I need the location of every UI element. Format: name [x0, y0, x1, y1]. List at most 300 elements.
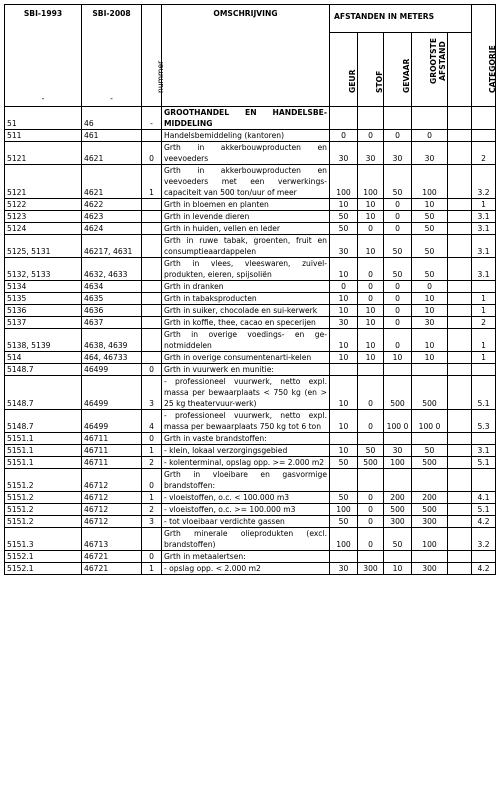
cell-spacer: [448, 305, 472, 317]
table-row: [5, 293, 496, 305]
cell-omschrijving: - professioneel vuurwerk, netto expl. massa per bewaarplaats < 750 kg (en > 25 kg theatervuur-werk): [162, 376, 330, 410]
cell-omschrijving: Handelsbemiddeling (kantoren): [162, 130, 330, 142]
cell-spacer: [448, 329, 472, 352]
cell-stof: 0: [358, 516, 384, 528]
cell-sbi1993: 5121: [5, 142, 82, 165]
cell-omschrijving: Grth in akkerbouwproducten en veevoeders: [162, 142, 330, 165]
cell-nummer: [142, 211, 162, 223]
cell-grootste-afstand: 50: [412, 445, 448, 457]
cell-geur: [330, 469, 358, 492]
cell-stof: 0: [358, 293, 384, 305]
cell-sbi1993: 5148.7: [5, 410, 82, 433]
cell-stof: 0: [358, 258, 384, 281]
cell-stof: 0: [358, 223, 384, 235]
cell-nummer: 0: [142, 551, 162, 563]
header-stof: [358, 33, 384, 107]
distance-table: [4, 4, 496, 575]
cell-omschrijving: Grth in vloeibare en gasvormige brandstoffen:: [162, 469, 330, 492]
cell-nummer: [142, 235, 162, 258]
cell-spacer: [448, 469, 472, 492]
cell-grootste-afstand: [412, 107, 448, 130]
cell-grootste-afstand: 200: [412, 492, 448, 504]
cell-stof: 0: [358, 376, 384, 410]
cell-nummer: 3: [142, 376, 162, 410]
cell-sbi1993: 5151.1: [5, 457, 82, 469]
cell-grootste-afstand: [412, 469, 448, 492]
cell-sbi1993: 5137: [5, 317, 82, 329]
cell-sbi2008: 46721: [82, 551, 142, 563]
cell-categorie: [472, 433, 496, 445]
cell-stof: 10: [358, 305, 384, 317]
cell-nummer: [142, 281, 162, 293]
cell-spacer: [448, 457, 472, 469]
cell-categorie: [472, 130, 496, 142]
cell-sbi1993: 5135: [5, 293, 82, 305]
cell-nummer: [142, 223, 162, 235]
cell-stof: 500: [358, 457, 384, 469]
cell-stof: [358, 364, 384, 376]
cell-categorie: 3.1: [472, 211, 496, 223]
header-nummer: [142, 5, 165, 107]
cell-geur: 30: [330, 563, 358, 575]
table-row: [5, 457, 496, 469]
cell-nummer: 1: [142, 492, 162, 504]
cell-sbi1993: 5138, 5139: [5, 329, 82, 352]
header-grootste-label: [429, 38, 447, 84]
cell-sbi1993: 5151.2: [5, 469, 82, 492]
cell-geur: 10: [330, 352, 358, 364]
cell-sbi2008: 4623: [82, 211, 142, 223]
cell-nummer: 1: [142, 563, 162, 575]
cell-grootste-afstand: 0: [412, 130, 448, 142]
cell-gevaar: 0: [384, 199, 412, 211]
cell-sbi2008: 4636: [82, 305, 142, 317]
cell-nummer: [142, 528, 162, 551]
cell-gevaar: 500: [384, 376, 412, 410]
cell-spacer: [448, 376, 472, 410]
cell-grootste-afstand: 50: [412, 235, 448, 258]
cell-spacer: [448, 142, 472, 165]
cell-omschrijving: Grth in metaalertsen:: [162, 551, 330, 563]
cell-nummer: 2: [142, 457, 162, 469]
cell-stof: 10: [358, 199, 384, 211]
table-row: [5, 165, 496, 199]
cell-grootste-afstand: [412, 364, 448, 376]
cell-gevaar: 30: [384, 142, 412, 165]
cell-grootste-afstand: [412, 551, 448, 563]
cell-gevaar: [384, 364, 412, 376]
cell-gevaar: 500: [384, 504, 412, 516]
header-grootste-line1: GROOTSTE: [428, 37, 438, 84]
cell-categorie: 1: [472, 305, 496, 317]
table-row: [5, 504, 496, 516]
cell-sbi2008: 46711: [82, 433, 142, 445]
cell-nummer: -: [142, 107, 162, 130]
cell-geur: 30: [330, 235, 358, 258]
cell-sbi1993: 514: [5, 352, 82, 364]
table-row: [5, 235, 496, 258]
cell-grootste-afstand: 50: [412, 211, 448, 223]
cell-gevaar: 50: [384, 528, 412, 551]
cell-geur: [330, 107, 358, 130]
cell-grootste-afstand: 10: [412, 329, 448, 352]
cell-omschrijving: Grth in overige voedings- en ge-notmiddelen: [162, 329, 330, 352]
cell-gevaar: [384, 107, 412, 130]
cell-omschrijving: Grth in vlees, vleeswaren, zuivel-produkten, eieren, spijsoliën: [162, 258, 330, 281]
table-row: [5, 563, 496, 575]
cell-spacer: [448, 235, 472, 258]
table-row: [5, 317, 496, 329]
cell-grootste-afstand: 30: [412, 142, 448, 165]
cell-gevaar: [384, 433, 412, 445]
cell-sbi2008: 4621: [82, 142, 142, 165]
cell-categorie: 2: [472, 317, 496, 329]
cell-sbi1993: 51: [5, 107, 82, 130]
cell-stof: 10: [358, 317, 384, 329]
cell-spacer: [448, 107, 472, 130]
cell-categorie: 5.1: [472, 376, 496, 410]
cell-categorie: [472, 107, 496, 130]
cell-geur: 100: [330, 504, 358, 516]
cell-categorie: 4.2: [472, 563, 496, 575]
cell-nummer: [142, 352, 162, 364]
cell-stof: 0: [358, 504, 384, 516]
cell-sbi2008: 461: [82, 130, 142, 142]
cell-sbi1993: 5124: [5, 223, 82, 235]
cell-categorie: 3.1: [472, 223, 496, 235]
cell-gevaar: 0: [384, 211, 412, 223]
cell-stof: [358, 433, 384, 445]
cell-categorie: 1: [472, 199, 496, 211]
cell-sbi1993: 5132, 5133: [5, 258, 82, 281]
cell-geur: 10: [330, 376, 358, 410]
cell-stof: [358, 469, 384, 492]
cell-spacer: [448, 410, 472, 433]
cell-grootste-afstand: 10: [412, 199, 448, 211]
cell-omschrijving: - professioneel vuurwerk, netto expl. massa per bewaarplaats 750 kg tot 6 ton: [162, 410, 330, 433]
cell-nummer: 2: [142, 504, 162, 516]
cell-grootste-afstand: 500: [412, 376, 448, 410]
cell-categorie: 2: [472, 142, 496, 165]
cell-spacer: [448, 281, 472, 293]
cell-geur: 10: [330, 329, 358, 352]
header-categorie: [472, 5, 496, 107]
cell-gevaar: 50: [384, 258, 412, 281]
header-sbi1993-dash: -: [41, 94, 45, 103]
cell-geur: 50: [330, 492, 358, 504]
cell-sbi2008: 4638, 4639: [82, 329, 142, 352]
table-row: [5, 376, 496, 410]
cell-omschrijving: - vloeistoffen, o.c. < 100.000 m3: [162, 492, 330, 504]
cell-geur: [330, 433, 358, 445]
cell-spacer: [448, 492, 472, 504]
cell-geur: 50: [330, 516, 358, 528]
cell-gevaar: 50: [384, 235, 412, 258]
cell-grootste-afstand: 100 0: [412, 410, 448, 433]
cell-spacer: [448, 528, 472, 551]
cell-sbi2008: 4635: [82, 293, 142, 305]
cell-sbi1993: 5151.2: [5, 492, 82, 504]
cell-sbi2008: 4621: [82, 165, 142, 199]
table-row: [5, 410, 496, 433]
cell-sbi2008: 46712: [82, 492, 142, 504]
cell-omschrijving: Grth in bloemen en planten: [162, 199, 330, 211]
cell-sbi2008: 46712: [82, 516, 142, 528]
cell-spacer: [448, 516, 472, 528]
table-row: [5, 492, 496, 504]
cell-geur: 10: [330, 258, 358, 281]
cell-sbi1993: 5151.3: [5, 528, 82, 551]
header-categorie-label: CATEGORIE: [487, 45, 497, 93]
header-nummer-label: nummer: [155, 60, 165, 93]
cell-nummer: 0: [142, 433, 162, 445]
cell-sbi1993: 5151.1: [5, 445, 82, 457]
header-sbi2008-dash: -: [110, 94, 113, 103]
cell-grootste-afstand: 100: [412, 528, 448, 551]
header-sbi2008-label: SBI-2008: [92, 9, 131, 18]
cell-omschrijving: Grth in tabaksproducten: [162, 293, 330, 305]
cell-sbi1993: 5122: [5, 199, 82, 211]
cell-categorie: [472, 364, 496, 376]
cell-stof: 50: [358, 445, 384, 457]
cell-nummer: 3: [142, 516, 162, 528]
cell-categorie: [472, 469, 496, 492]
cell-gevaar: 0: [384, 305, 412, 317]
cell-stof: 300: [358, 563, 384, 575]
cell-spacer: [448, 563, 472, 575]
cell-categorie: 5.3: [472, 410, 496, 433]
cell-sbi2008: 4634: [82, 281, 142, 293]
cell-stof: 10: [358, 329, 384, 352]
cell-stof: 0: [358, 281, 384, 293]
cell-stof: 0: [358, 410, 384, 433]
cell-grootste-afstand: 10: [412, 352, 448, 364]
table-row: [5, 223, 496, 235]
table-row: [5, 469, 496, 492]
cell-sbi2008: 46: [82, 107, 142, 130]
header-sbi1993: [5, 5, 82, 107]
cell-sbi1993: 5152.1: [5, 551, 82, 563]
table-row: [5, 258, 496, 281]
header-geur: [330, 33, 358, 107]
cell-nummer: 4: [142, 410, 162, 433]
cell-gevaar: 300: [384, 516, 412, 528]
table-row: [5, 211, 496, 223]
cell-sbi1993: 5121: [5, 165, 82, 199]
cell-spacer: [448, 258, 472, 281]
cell-sbi2008: 46721: [82, 563, 142, 575]
cell-omschrijving: - tot vloeibaar verdichte gassen: [162, 516, 330, 528]
cell-categorie: 5.1: [472, 457, 496, 469]
cell-omschrijving: Grth in overige consumentenarti-kelen: [162, 352, 330, 364]
cell-gevaar: [384, 469, 412, 492]
cell-sbi2008: 4624: [82, 223, 142, 235]
cell-sbi1993: 5123: [5, 211, 82, 223]
cell-geur: 10: [330, 293, 358, 305]
cell-sbi2008: 46712: [82, 504, 142, 516]
cell-sbi2008: 4637: [82, 317, 142, 329]
table-row: [5, 433, 496, 445]
cell-grootste-afstand: 500: [412, 457, 448, 469]
cell-gevaar: 30: [384, 445, 412, 457]
cell-sbi1993: 5148.7: [5, 364, 82, 376]
cell-omschrijving: Grth in ruwe tabak, groenten, fruit en consumptieaardappelen: [162, 235, 330, 258]
cell-nummer: [142, 130, 162, 142]
cell-nummer: [142, 305, 162, 317]
cell-sbi1993: 5151.2: [5, 516, 82, 528]
cell-gevaar: 0: [384, 223, 412, 235]
cell-grootste-afstand: 100: [412, 165, 448, 199]
cell-gevaar: [384, 551, 412, 563]
cell-spacer: [448, 317, 472, 329]
table-row: [5, 305, 496, 317]
cell-omschrijving: Grth in vaste brandstoffen:: [162, 433, 330, 445]
cell-sbi2008: 4632, 4633: [82, 258, 142, 281]
cell-geur: [330, 364, 358, 376]
table-row: [5, 130, 496, 142]
cell-gevaar: 100 0: [384, 410, 412, 433]
cell-categorie: 4.1: [472, 492, 496, 504]
cell-categorie: 5.1: [472, 504, 496, 516]
cell-spacer: [448, 165, 472, 199]
cell-gevaar: 0: [384, 317, 412, 329]
cell-geur: 0: [330, 281, 358, 293]
cell-categorie: 3.1: [472, 235, 496, 258]
table-row: [5, 445, 496, 457]
cell-grootste-afstand: 30: [412, 317, 448, 329]
cell-stof: 10: [358, 235, 384, 258]
cell-omschrijving: Grth in vuurwerk en munitie:: [162, 364, 330, 376]
cell-omschrijving: - opslag opp. < 2.000 m2: [162, 563, 330, 575]
cell-stof: 0: [358, 492, 384, 504]
table-row: [5, 329, 496, 352]
cell-nummer: 0: [142, 364, 162, 376]
cell-geur: 10: [330, 445, 358, 457]
cell-gevaar: 0: [384, 130, 412, 142]
cell-stof: [358, 551, 384, 563]
cell-omschrijving: GROOTHANDEL EN HANDELSBE-MIDDELING: [162, 107, 330, 130]
cell-sbi2008: 46711: [82, 445, 142, 457]
cell-grootste-afstand: 0: [412, 281, 448, 293]
cell-omschrijving: Grth in suiker, chocolade en sui-kerwerk: [162, 305, 330, 317]
cell-omschrijving: - vloeistoffen, o.c. >= 100.000 m3: [162, 504, 330, 516]
header-sbi1993-label: SBI-1993: [23, 9, 63, 18]
header-afstanden: AFSTANDEN IN METERS: [330, 5, 472, 33]
cell-grootste-afstand: 10: [412, 305, 448, 317]
cell-spacer: [448, 504, 472, 516]
cell-spacer: [448, 211, 472, 223]
cell-stof: 0: [358, 528, 384, 551]
cell-geur: [330, 551, 358, 563]
cell-grootste-afstand: 500: [412, 504, 448, 516]
header-sbi2008: [82, 5, 142, 107]
cell-omschrijving: Grth minerale olieprodukten (excl. brandstoffen): [162, 528, 330, 551]
cell-categorie: 3.2: [472, 528, 496, 551]
cell-sbi1993: 5151.2: [5, 504, 82, 516]
cell-sbi1993: 5136: [5, 305, 82, 317]
cell-geur: 10: [330, 410, 358, 433]
cell-grootste-afstand: 50: [412, 223, 448, 235]
cell-geur: 50: [330, 211, 358, 223]
cell-nummer: 1: [142, 445, 162, 457]
cell-sbi2008: 464, 46733: [82, 352, 142, 364]
table-row: [5, 199, 496, 211]
cell-categorie: 1: [472, 293, 496, 305]
cell-gevaar: 0: [384, 281, 412, 293]
cell-spacer: [448, 293, 472, 305]
cell-omschrijving: Grth in akkerbouwproducten en veevoeders met een verwerkings-capaciteit van 500 ton/uur of meer: [162, 165, 330, 199]
header-omschrijving: OMSCHRIJVING: [162, 5, 330, 107]
cell-sbi2008: 46499: [82, 410, 142, 433]
table-row: [5, 352, 496, 364]
cell-stof: 30: [358, 142, 384, 165]
cell-stof: 0: [358, 130, 384, 142]
header-grootste-line2: AFSTAND: [437, 41, 447, 81]
cell-grootste-afstand: 50: [412, 258, 448, 281]
cell-categorie: 3.1: [472, 258, 496, 281]
cell-categorie: [472, 281, 496, 293]
cell-categorie: 3.1: [472, 445, 496, 457]
cell-omschrijving: Grth in koffie, thee, cacao en specerijen: [162, 317, 330, 329]
table-body: [5, 107, 496, 575]
cell-nummer: 0: [142, 142, 162, 165]
cell-geur: 30: [330, 317, 358, 329]
cell-grootste-afstand: 10: [412, 293, 448, 305]
cell-sbi1993: 5134: [5, 281, 82, 293]
cell-categorie: 1: [472, 329, 496, 352]
cell-nummer: [142, 329, 162, 352]
header-gevaar: [384, 33, 412, 107]
cell-categorie: 3.2: [472, 165, 496, 199]
cell-sbi2008: 46712: [82, 469, 142, 492]
cell-omschrijving: Grth in levende dieren: [162, 211, 330, 223]
cell-categorie: [472, 551, 496, 563]
cell-sbi2008: 46217, 4631: [82, 235, 142, 258]
cell-geur: 50: [330, 223, 358, 235]
cell-nummer: [142, 199, 162, 211]
cell-nummer: [142, 258, 162, 281]
cell-geur: 0: [330, 130, 358, 142]
cell-sbi2008: 46499: [82, 376, 142, 410]
cell-gevaar: 0: [384, 329, 412, 352]
table-row: [5, 142, 496, 165]
cell-sbi2008: 46499: [82, 364, 142, 376]
cell-gevaar: 50: [384, 165, 412, 199]
cell-geur: 10: [330, 305, 358, 317]
header-row-top: [5, 5, 496, 33]
cell-grootste-afstand: 300: [412, 563, 448, 575]
cell-spacer: [448, 130, 472, 142]
cell-nummer: 1: [142, 165, 162, 199]
cell-sbi1993: 5152.1: [5, 563, 82, 575]
header-geur-label: GEUR: [347, 69, 357, 93]
cell-sbi2008: 4622: [82, 199, 142, 211]
cell-stof: [358, 107, 384, 130]
cell-geur: 100: [330, 165, 358, 199]
cell-geur: 50: [330, 457, 358, 469]
cell-spacer: [448, 199, 472, 211]
cell-spacer: [448, 223, 472, 235]
cell-nummer: [142, 293, 162, 305]
cell-omschrijving: Grth in huiden, vellen en leder: [162, 223, 330, 235]
header-stof-label: STOF: [374, 70, 384, 93]
header-grootste-afstand: [412, 33, 448, 107]
cell-geur: 10: [330, 199, 358, 211]
cell-spacer: [448, 551, 472, 563]
cell-gevaar: 100: [384, 457, 412, 469]
cell-gevaar: 10: [384, 352, 412, 364]
cell-geur: 100: [330, 528, 358, 551]
